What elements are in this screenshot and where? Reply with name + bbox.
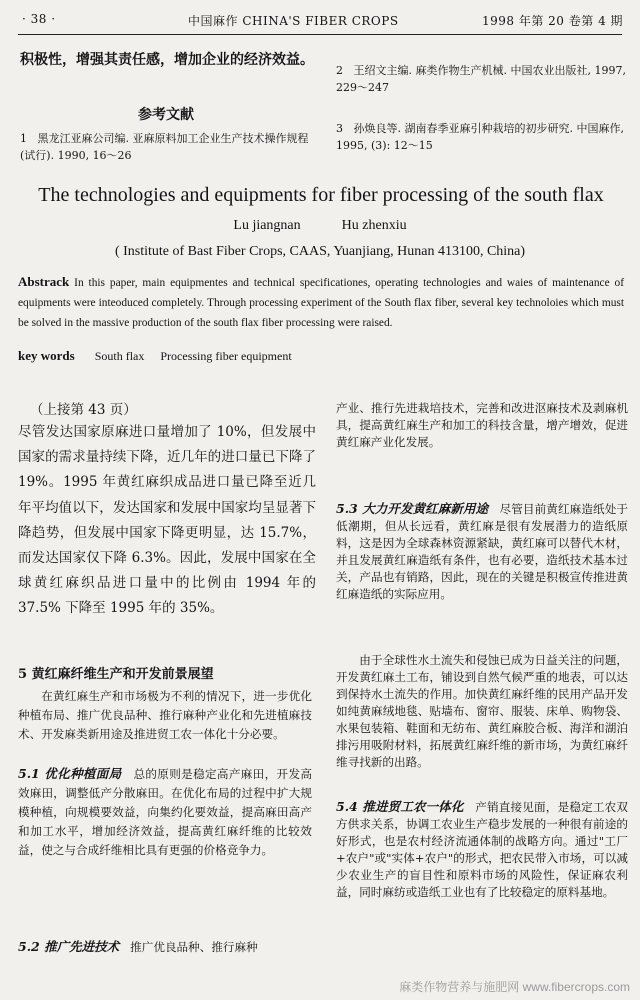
page-number: · 38 · — [22, 12, 56, 26]
journal-name: 中国麻作 CHINA'S FIBER CROPS — [188, 14, 399, 28]
reference-text: 王绍文主编. 麻类作物生产机械. 中国农业出版社, 1997, 229～247 — [336, 64, 626, 94]
reference-text: 孙焕良等. 湖南春季亚麻引种栽培的初步研究. 中国麻作, 1995, (3): 12～15 — [336, 122, 624, 152]
english-keywords — [18, 348, 292, 364]
reference-item — [20, 130, 322, 164]
section-5-4 — [336, 798, 628, 901]
right-paragraph: 产业、推行先进栽培技术，完善和改进沤麻技术及剥麻机具，提高黄红麻生产和加工的科技含量，增产增效，促进黄红麻产业化发展。 — [336, 401, 628, 449]
keywords-label: key words — [18, 348, 75, 363]
references-title: 参考文献 — [138, 107, 194, 123]
section-5-2-text: 推广优良品种、推行麻种 — [130, 940, 258, 954]
continuation-note: （上接第 43 页） — [30, 402, 137, 418]
section-5-3 — [336, 500, 628, 603]
keyword: Processing fiber equipment — [160, 349, 292, 363]
previous-article-ending: 积极性，增强其责任感，增加企业的经济效益。 — [20, 52, 314, 68]
abstract-text: In this paper, main equipmentes and technical specificationes, operating technologies and waies of maintenance of equipments were inteoduced completely. Through processing experiment of the South flax fiber, several key technoloies which must be solved in the massive production of the south flax fiber processing were raised. — [18, 277, 624, 329]
english-abstract — [18, 272, 624, 333]
section-5-2 — [18, 938, 312, 956]
section-5-3-title: 5.3 大力开发黄红麻新用途 — [336, 501, 489, 516]
section-5-text: 在黄红麻生产和市场极为不利的情况下，进一步优化种植布局、推广优良品种、推行麻种产业化和先进植麻技术、开发麻类新用途及推进贸工农一体化十分必要。 — [18, 689, 312, 741]
english-affiliation: ( Institute of Bast Fiber Crops, CAAS, Yuanjiang, Hunan 413100, China) — [114, 244, 526, 259]
section-5-3-text: 尽管目前黄红麻造纸处于低潮期，但从长远看，黄红麻是很有发展潜力的造纸原料，这是因为全球森林资源紧缺，黄红麻可以替代木材，并且发展黄红麻造纸有条件，也有必要，造纸技术基本过关，产品也有销路，因此，现在的关键是积极宣传推进黄红麻造纸的实际应用。 — [336, 502, 628, 601]
section-5-1-title: 5.1 优化种植面局 — [18, 766, 122, 781]
section-5-4-text: 产销直接见面，是稳定工农双方供求关系，协调工农业生产稳步发展的一种很有前途的好形式，也是农村经济流通体制的战略方向。通过"工厂+农户"或"实体+农户"的形式，把农民带入市场，可以减少农业生产的盲目性和原料市场的风险性，保证麻农利益，同时麻纺或造纸工业也有了比较稳定的原料基地。 — [336, 800, 628, 899]
author-name: Hu zhenxiu — [341, 218, 407, 233]
reference-item — [336, 62, 628, 96]
header-rule — [18, 34, 622, 35]
author-name: Lu jiangnan — [233, 218, 301, 233]
section-5-title: 5 黄红麻纤维生产和开发前景展望 — [18, 667, 214, 682]
english-authors — [0, 218, 640, 234]
reference-text: 黑龙江亚麻公司编. 亚麻原料加工企业生产技术操作规程(试行). 1990, 16～26 — [20, 132, 309, 162]
reference-number: 3 — [336, 122, 343, 135]
reference-number: 1 — [20, 132, 27, 145]
left-paragraph: 尽管发达国家原麻进口量增加了 10%，但发展中国家的需求量持续下降，近几年的进口量已下降了 19%。1995 年黄红麻织成品进口量已降至近几年平均值以下，发达国家和发展中国家均呈显著下降趋势，但发展中国家下降更明显，达 15.7%，而发达国家仅下降 6.3%。因此，发展中国家在全球黄红麻织品进口量中的比例由 1994 年的 37.5% 下降至 1995 年的 35%。 — [18, 424, 316, 617]
right-paragraph-2: 由于全球性水土流失和侵蚀已成为日益关注的问题，开发黄红麻土工布，铺设到自然气候严重的地表，可以达到保持水土流失的作用。加快黄红麻纤维的民用产品开发如纯黄麻绒地毯、贴墙布、窗帘、服装、床单、购物袋、水果包装箱、鞋面和无纺布、黄红麻胶合板、海洋和湖泊排污用吸附材料，拓展黄红麻纤维的新市场，为黄红麻纤维寻找新的出路。 — [336, 653, 628, 769]
section-5-2-title: 5.2 推广先进技术 — [18, 939, 120, 954]
reference-item — [336, 120, 628, 154]
english-title: The technologies and equipments for fiber processing of the south flax — [38, 184, 604, 206]
abstract-label: Abstrack — [18, 274, 70, 289]
issue-info: 1998 年第 20 卷第 4 期 — [482, 14, 624, 28]
section-5-1-text: 总的原则是稳定高产麻田，开发高效麻田，调整低产分散麻田。在优化布局的过程中扩大规模种植，向规模要效益，向集约化要效益，提高麻田高产和加工水平，增加经济效益，提高黄红麻纤维的比较效益，使之与合成纤维相比具有更强的价格竞争力。 — [18, 767, 312, 857]
section-5-4-title: 5.4 推进贸工农一体化 — [336, 799, 464, 814]
watermark: 麻类作物营养与施肥网 www.fibercrops.com — [399, 980, 630, 994]
section-5-1 — [18, 764, 312, 860]
reference-number: 2 — [336, 64, 343, 77]
keyword: South flax — [94, 349, 145, 363]
